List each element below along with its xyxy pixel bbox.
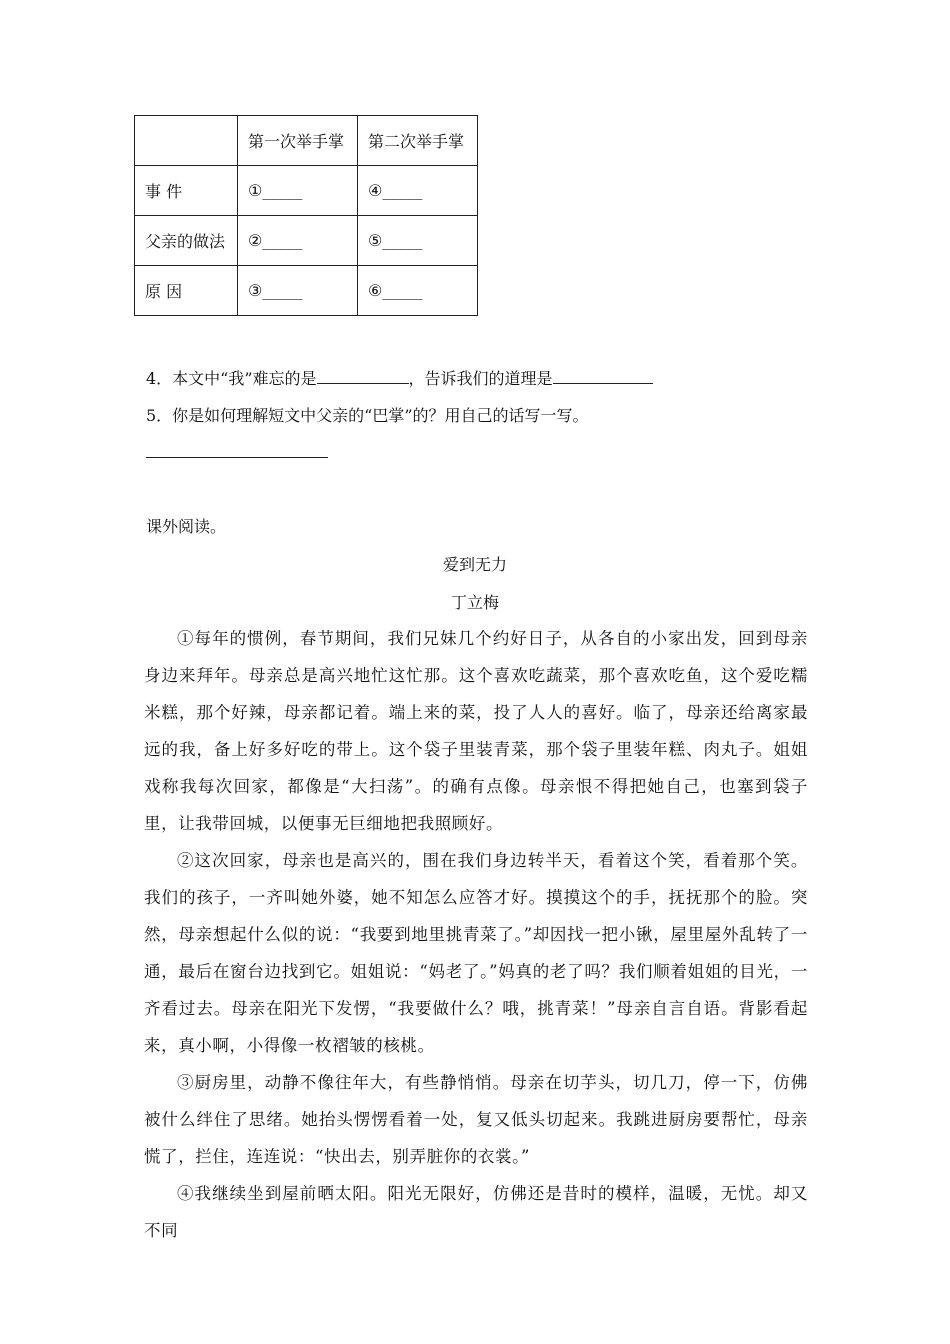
blank-2: ②_____	[238, 216, 358, 266]
paragraph-1: ①每年的惯例，春节期间，我们兄妹几个约好日子，从各自的小家出发，回到母亲身边来拜年。母亲总是高兴地忙这忙那。这个喜欢吃蔬菜，那个喜欢吃鱼，这个爱吃糯米糕，那个好辣，母亲都记着。端上来的菜，投了人人的喜好。临了，母亲还给离家最远的我，备上好多好吃的带上。这个袋子里装青菜，那个袋子里装年糕、肉丸子。姐姐戏称我每次回家，都像是“大扫荡”。的确有点像。母亲恨不得把她自己，也塞到袋子里，让我带回城，以便事无巨细地把我照顾好。	[144, 629, 808, 833]
article-author: 丁立梅	[450, 593, 499, 612]
paragraph-4: ④我继续坐到屋前晒太阳。阳光无限好，仿佛还是昔时的模样，温暖，无忧。却又不同	[144, 1184, 808, 1240]
blank-5: ⑤_____	[358, 216, 478, 266]
row-label-event: 事 件	[135, 166, 238, 216]
table-header-first: 第一次举手掌	[238, 116, 358, 166]
question-5: 5．你是如何理解短文中父亲的“巴掌”的？用自己的话写一写。	[146, 406, 589, 425]
article-body	[144, 620, 808, 1249]
question-4-blank-2	[553, 367, 653, 384]
question-5-answer-line	[146, 457, 328, 458]
table-header-row	[135, 116, 478, 166]
table-row	[135, 216, 478, 266]
question-4	[146, 366, 653, 389]
worksheet-table	[134, 115, 478, 316]
blank-1: ①_____	[238, 166, 358, 216]
blank-3: ③_____	[238, 266, 358, 316]
question-4-middle: ，告诉我们的道理是	[408, 369, 553, 388]
question-4-prefix: 4．本文中“我”难忘的是	[146, 369, 317, 388]
table-row	[135, 166, 478, 216]
reading-heading: 课外阅读。	[146, 517, 227, 536]
row-label-father-action: 父亲的做法	[135, 216, 238, 266]
article-title: 爱到无力	[442, 555, 507, 574]
table-header-second: 第二次举手掌	[358, 116, 478, 166]
paragraph-2: ②这次回家，母亲也是高兴的，围在我们身边转半天，看着这个笑，看着那个笑。我们的孩子，一齐叫她外婆，她不知怎么应答才好。摸摸这个的手，抚抚那个的脸。突然，母亲想起什么似的说：“我要到地里挑青菜了。”却因找一把小锹，屋里屋外乱转了一通，最后在窗台边找到它。姐姐说：“妈老了。”妈真的老了吗？我们顺着姐姐的目光，一齐看过去。母亲在阳光下发愣，“我要做什么？哦，挑青菜！”母亲自言自语。背影看起来，真小啊，小得像一枚褶皱的核桃。	[144, 851, 808, 1055]
question-4-blank-1	[317, 367, 409, 384]
table-row	[135, 266, 478, 316]
row-label-reason: 原 因	[135, 266, 238, 316]
table-header-empty	[135, 116, 238, 166]
paragraph-3: ③厨房里，动静不像往年大，有些静悄悄。母亲在切芋头，切几刀，停一下，仿佛被什么绊住了思绪。她抬头愣愣看着一处，复又低头切起来。我跳进厨房要帮忙，母亲慌了，拦住，连连说：“快出去，别弄脏你的衣裳。”	[144, 1073, 808, 1166]
comparison-table	[134, 115, 478, 316]
blank-6: ⑥_____	[358, 266, 478, 316]
blank-4: ④_____	[358, 166, 478, 216]
